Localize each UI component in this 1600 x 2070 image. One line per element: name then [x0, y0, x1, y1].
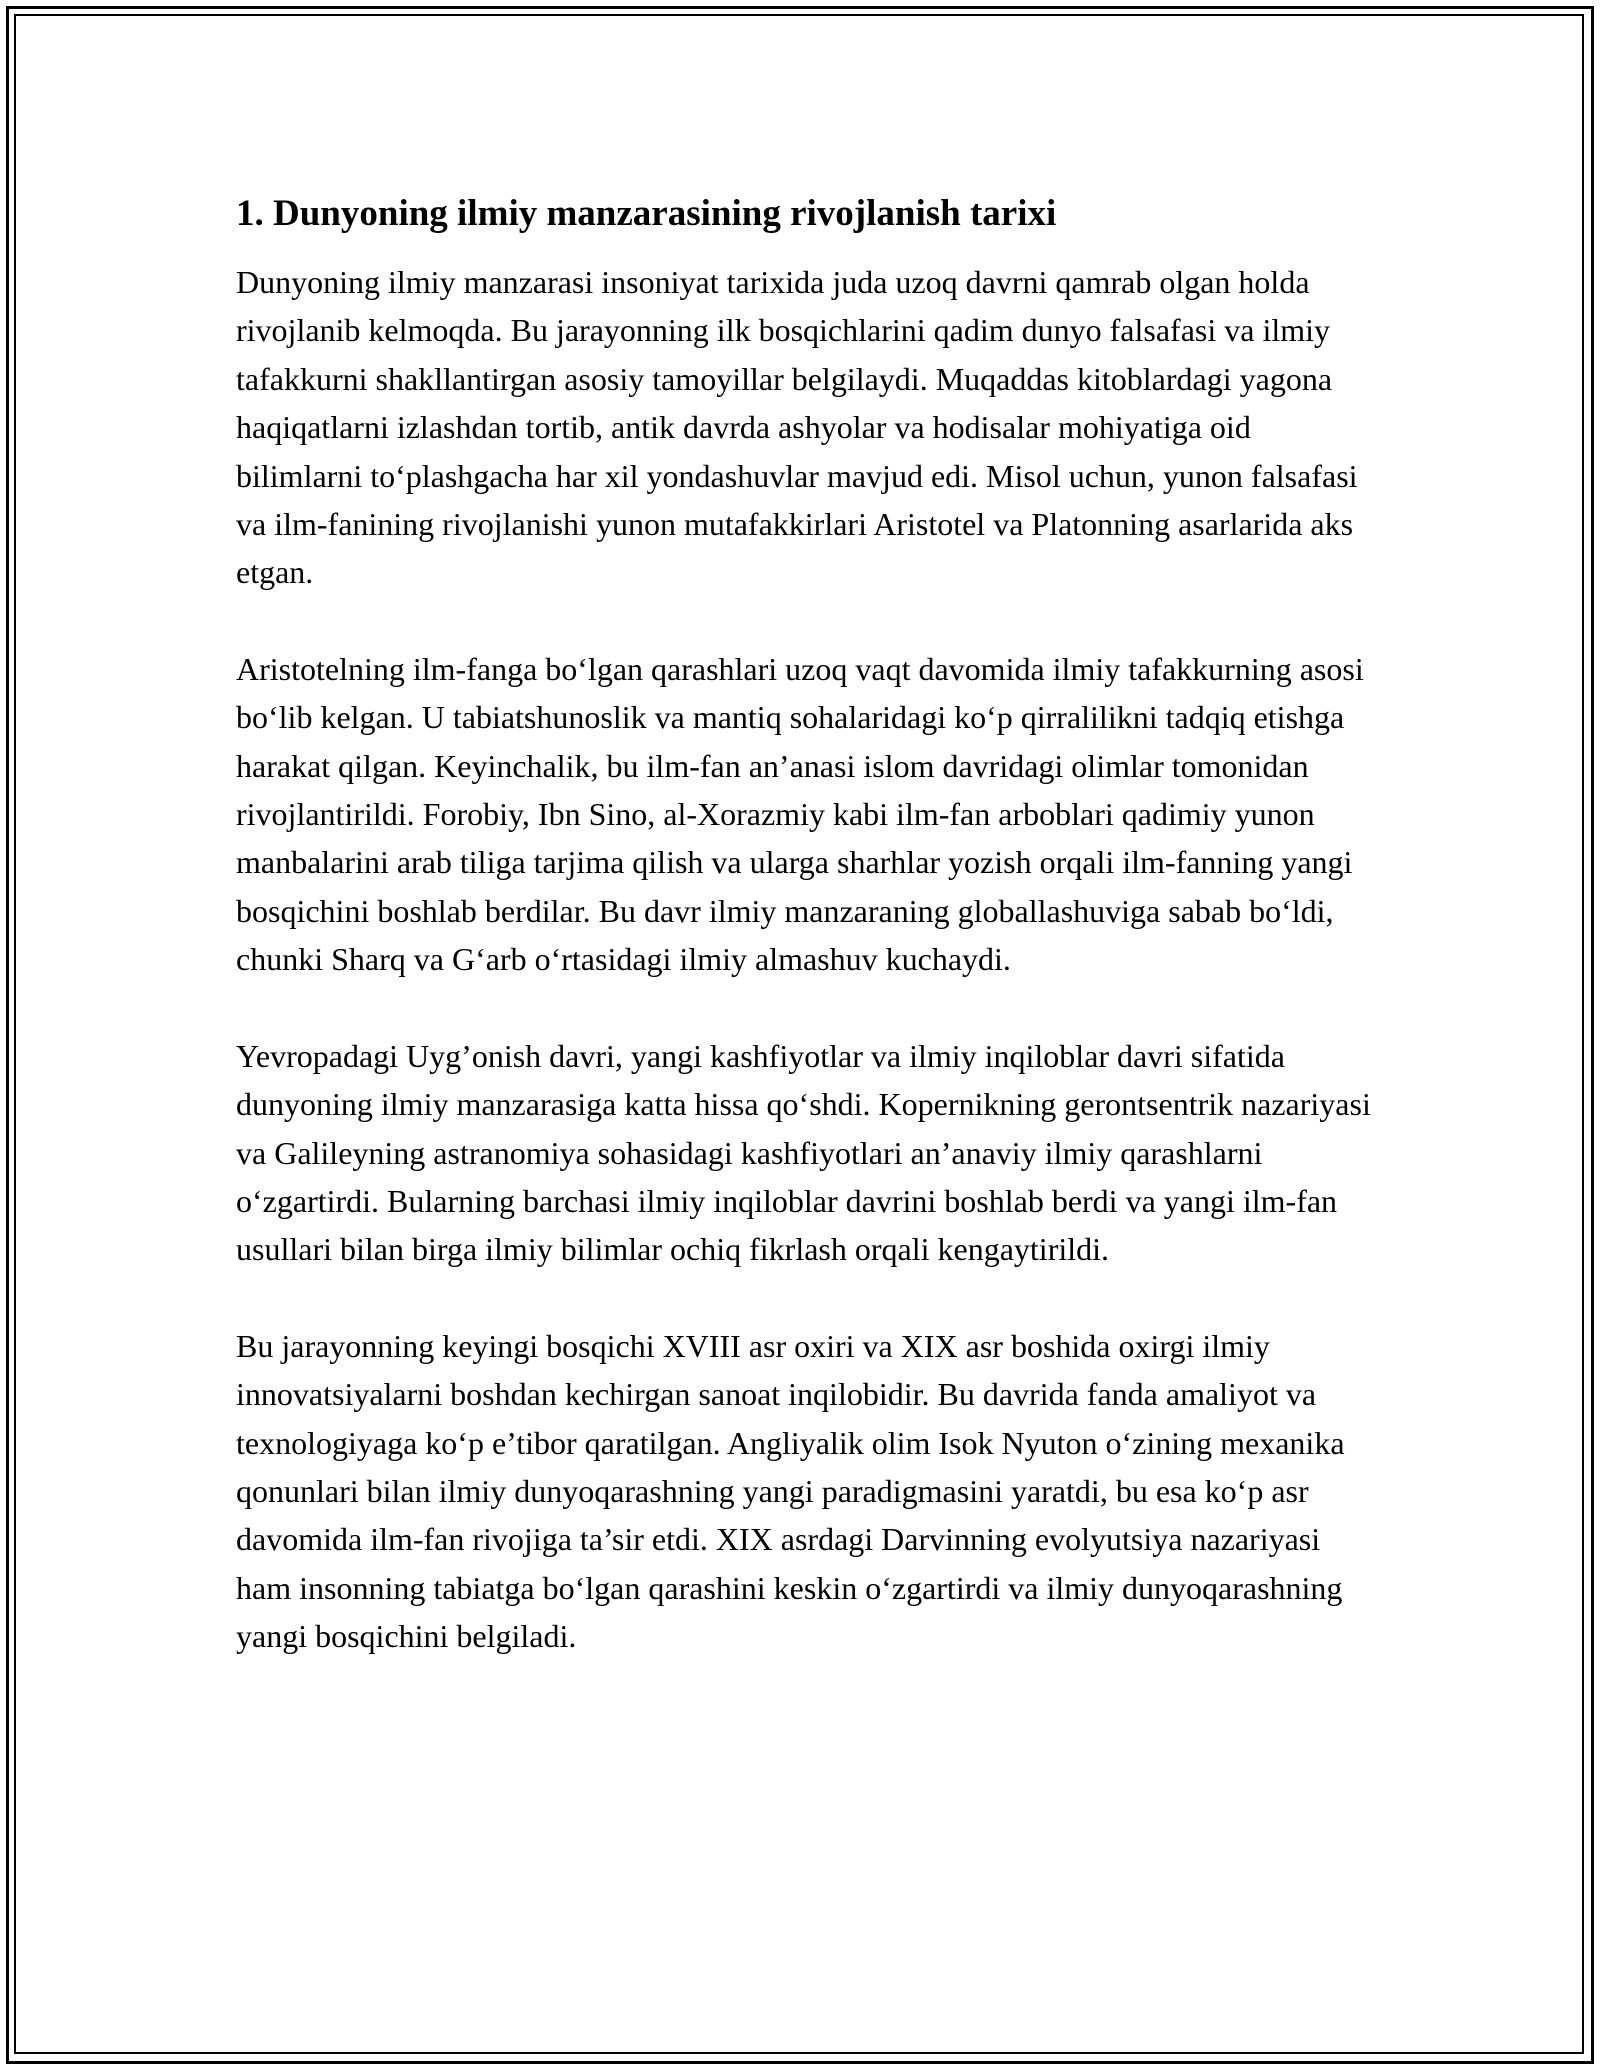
section-heading: 1. Dunyoning ilmiy manzarasining rivojlanish tarixi	[236, 193, 1057, 234]
paragraph-3: Yevropadagi Uyg’onish davri, yangi kashfiyotlar va ilmiy inqiloblar davri sifatida dunyoning ilmiy manzarasiga katta hissa qo‘shdi. Kopernikning gerontsentrik nazariyasi va Galileyning astranomiya sohasidagi kashfiyotlari an’anaviy ilmiy qarashlarni o‘zgartirdi. Bularning barchasi ilmiy inqiloblar davrini boshlab berdi va yangi ilm-fan usullari bilan birga ilmiy bilimlar ochiq fikrlash orqali kengaytirildi.	[236, 1037, 1371, 1268]
document-body	[236, 186, 1376, 1709]
paragraph-2: Aristotelning ilm-fanga bo‘lgan qarashlari uzoq vaqt davomida ilmiy tafakkurning asosi bo‘lib kelgan. U tabiatshunoslik va mantiq sohalaridagi ko‘p qirralilikni tadqiq etishga harakat qilgan. Keyinchalik, bu ilm-fan an’anasi islom davridagi olimlar tomonidan rivojlantirildi. Forobiy, Ibn Sino, al-Xorazmiy kabi ilm-fan arboblari qadimiy yunon manbalarini arab tiliga tarjima qilish va ularga sharhlar yozish orqali ilm-fanning yangi bosqichini boshlab berdilar. Bu davr ilmiy manzaraning globallashuviga sabab bo‘ldi, chunki Sharq va G‘arb o‘rtasidagi ilmiy almashuv kuchaydi.	[236, 650, 1364, 978]
paragraph-4: Bu jarayonning keyingi bosqichi XVIII asr oxiri va XIX asr boshida oxirgi ilmiy innovatsiyalarni boshdan kechirgan sanoat inqilobidir. Bu davrida fanda amaliyot va texnologiyaga ko‘p e’tibor qaratilgan. Angliyalik olim Isok Nyuton o‘zining mexanika qonunlari bilan ilmiy dunyoqarashning yangi paradigmasini yaratdi, bu esa ko‘p asr davomida ilm-fan rivojiga ta’sir etdi. XIX asrdagi Darvinning evolyutsiya nazariyasi ham insonning tabiatga bo‘lgan qarashini keskin o‘zgartirdi va ilmiy dunyoqarashning yangi bosqichini belgiladi.	[236, 1327, 1345, 1655]
paragraph-1: Dunyoning ilmiy manzarasi insoniyat tarixida juda uzoq davrni qamrab olgan holda rivojlanib kelmoqda. Bu jarayonning ilk bosqichlarini qadim dunyo falsafasi va ilmiy tafakkurni shakllantirgan asosiy tamoyillar belgilaydi. Muqaddas kitoblardagi yagona haqiqatlarni izlashdan tortib, antik davrda ashyolar va hodisalar mohiyatiga oid bilimlarni to‘plashgacha har xil yondashuvlar mavjud edi. Misol uchun, yunon falsafasi va ilm-fanining rivojlanishi yunon mutafakkirlari Aristotel va Platonning asarlarida aks etgan.	[236, 264, 1358, 591]
